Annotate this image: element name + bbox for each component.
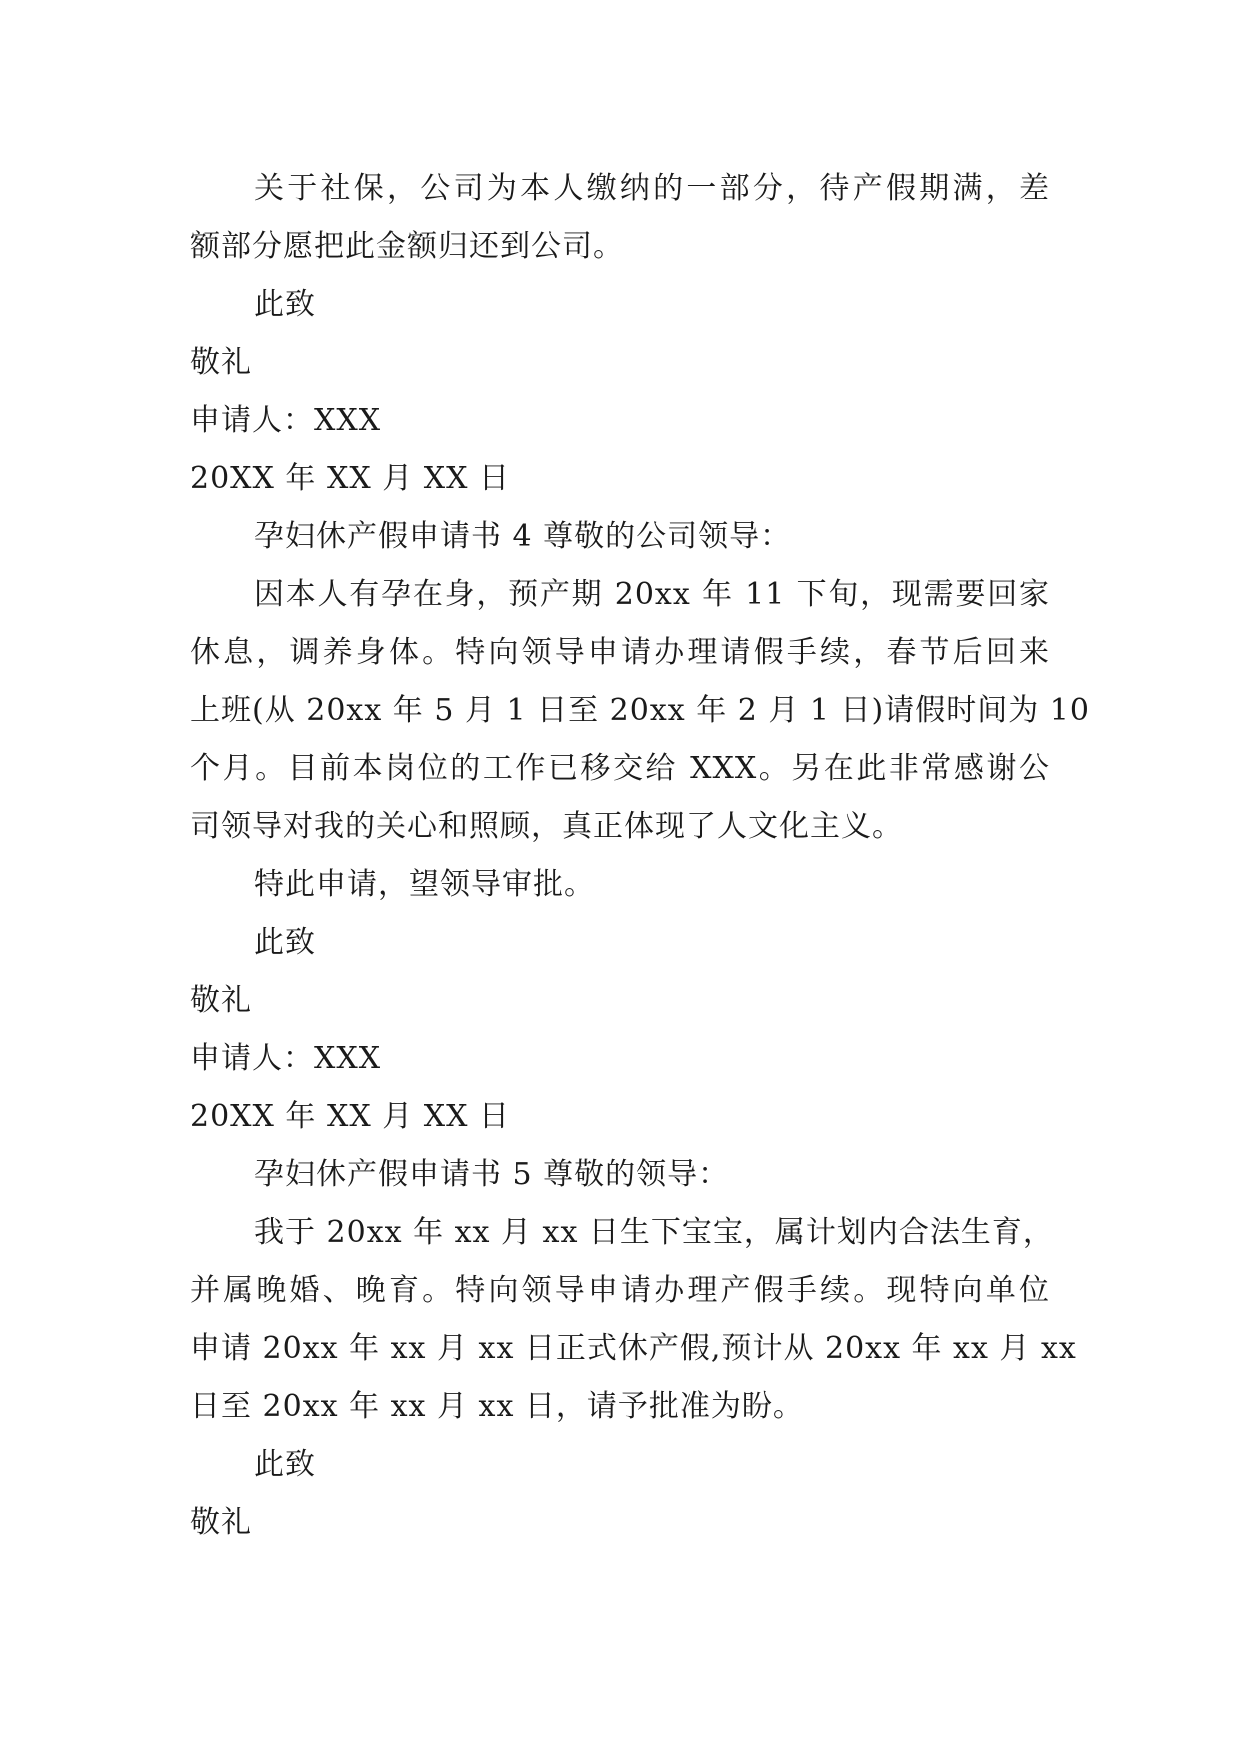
- text-line: 此致: [254, 287, 316, 322]
- text-line: 休息，调养身体。特向领导申请办理请假手续，春节后回来: [190, 635, 1050, 670]
- paragraph: [190, 972, 1050, 1030]
- paragraph: [190, 1030, 1050, 1088]
- text-line: 司领导对我的关心和照顾，真正体现了人文化主义。: [190, 809, 903, 844]
- text-line: 敬礼: [190, 1505, 252, 1540]
- paragraph: [190, 450, 1050, 508]
- text-line: 申请人：XXX: [190, 1041, 382, 1076]
- text-line: 因本人有孕在身，预产期 20xx 年 11 下旬，现需要回家: [254, 577, 1050, 612]
- paragraph: [190, 160, 1050, 276]
- paragraph: [190, 914, 1050, 972]
- text-line: 敬礼: [190, 345, 252, 380]
- text-line: 额部分愿把此金额归还到公司。: [190, 229, 624, 264]
- text-line: 我于 20xx 年 xx 月 xx 日生下宝宝，属计划内合法生育，: [254, 1215, 1054, 1250]
- paragraph: [190, 1436, 1050, 1494]
- paragraph: [190, 856, 1050, 914]
- paragraph: [190, 334, 1050, 392]
- text-line: 关于社保，公司为本人缴纳的一部分，待产假期满，差: [254, 171, 1050, 206]
- paragraph: [190, 1204, 1077, 1436]
- text-line: 申请人：XXX: [190, 403, 382, 438]
- paragraph: [190, 1088, 1050, 1146]
- text-line: 20XX 年 XX 月 XX 日: [190, 1099, 510, 1134]
- text-line: 孕妇休产假申请书 5 尊敬的领导：: [254, 1157, 730, 1192]
- text-line: 敬礼: [190, 983, 252, 1018]
- paragraph: [190, 276, 1050, 334]
- text-line: 日至 20xx 年 xx 月 xx 日，请予批准为盼。: [190, 1389, 804, 1424]
- text-line: 上班(从 20xx 年 5 月 1 日至 20xx 年 2 月 1 日)请假时间为 10: [190, 693, 1090, 728]
- text-line: 特此申请，望领导审批。: [254, 867, 595, 902]
- paragraph: [190, 508, 1050, 566]
- text-line: 20XX 年 XX 月 XX 日: [190, 461, 510, 496]
- text-line: 申请 20xx 年 xx 月 xx 日正式休产假,预计从 20xx 年 xx 月 xx: [190, 1331, 1077, 1366]
- text-line: 个月。目前本岗位的工作已移交给 XXX。另在此非常感谢公: [190, 751, 1050, 786]
- paragraph: [190, 392, 1050, 450]
- text-line: 此致: [254, 1447, 316, 1482]
- document-body: [190, 160, 1090, 1552]
- paragraph: [190, 1494, 1050, 1552]
- paragraph: [190, 1146, 1050, 1204]
- text-line: 此致: [254, 925, 316, 960]
- text-line: 孕妇休产假申请书 4 尊敬的公司领导：: [254, 519, 792, 554]
- paragraph: [190, 566, 1090, 856]
- text-line: 并属晚婚、晚育。特向领导申请办理产假手续。现特向单位: [190, 1273, 1050, 1308]
